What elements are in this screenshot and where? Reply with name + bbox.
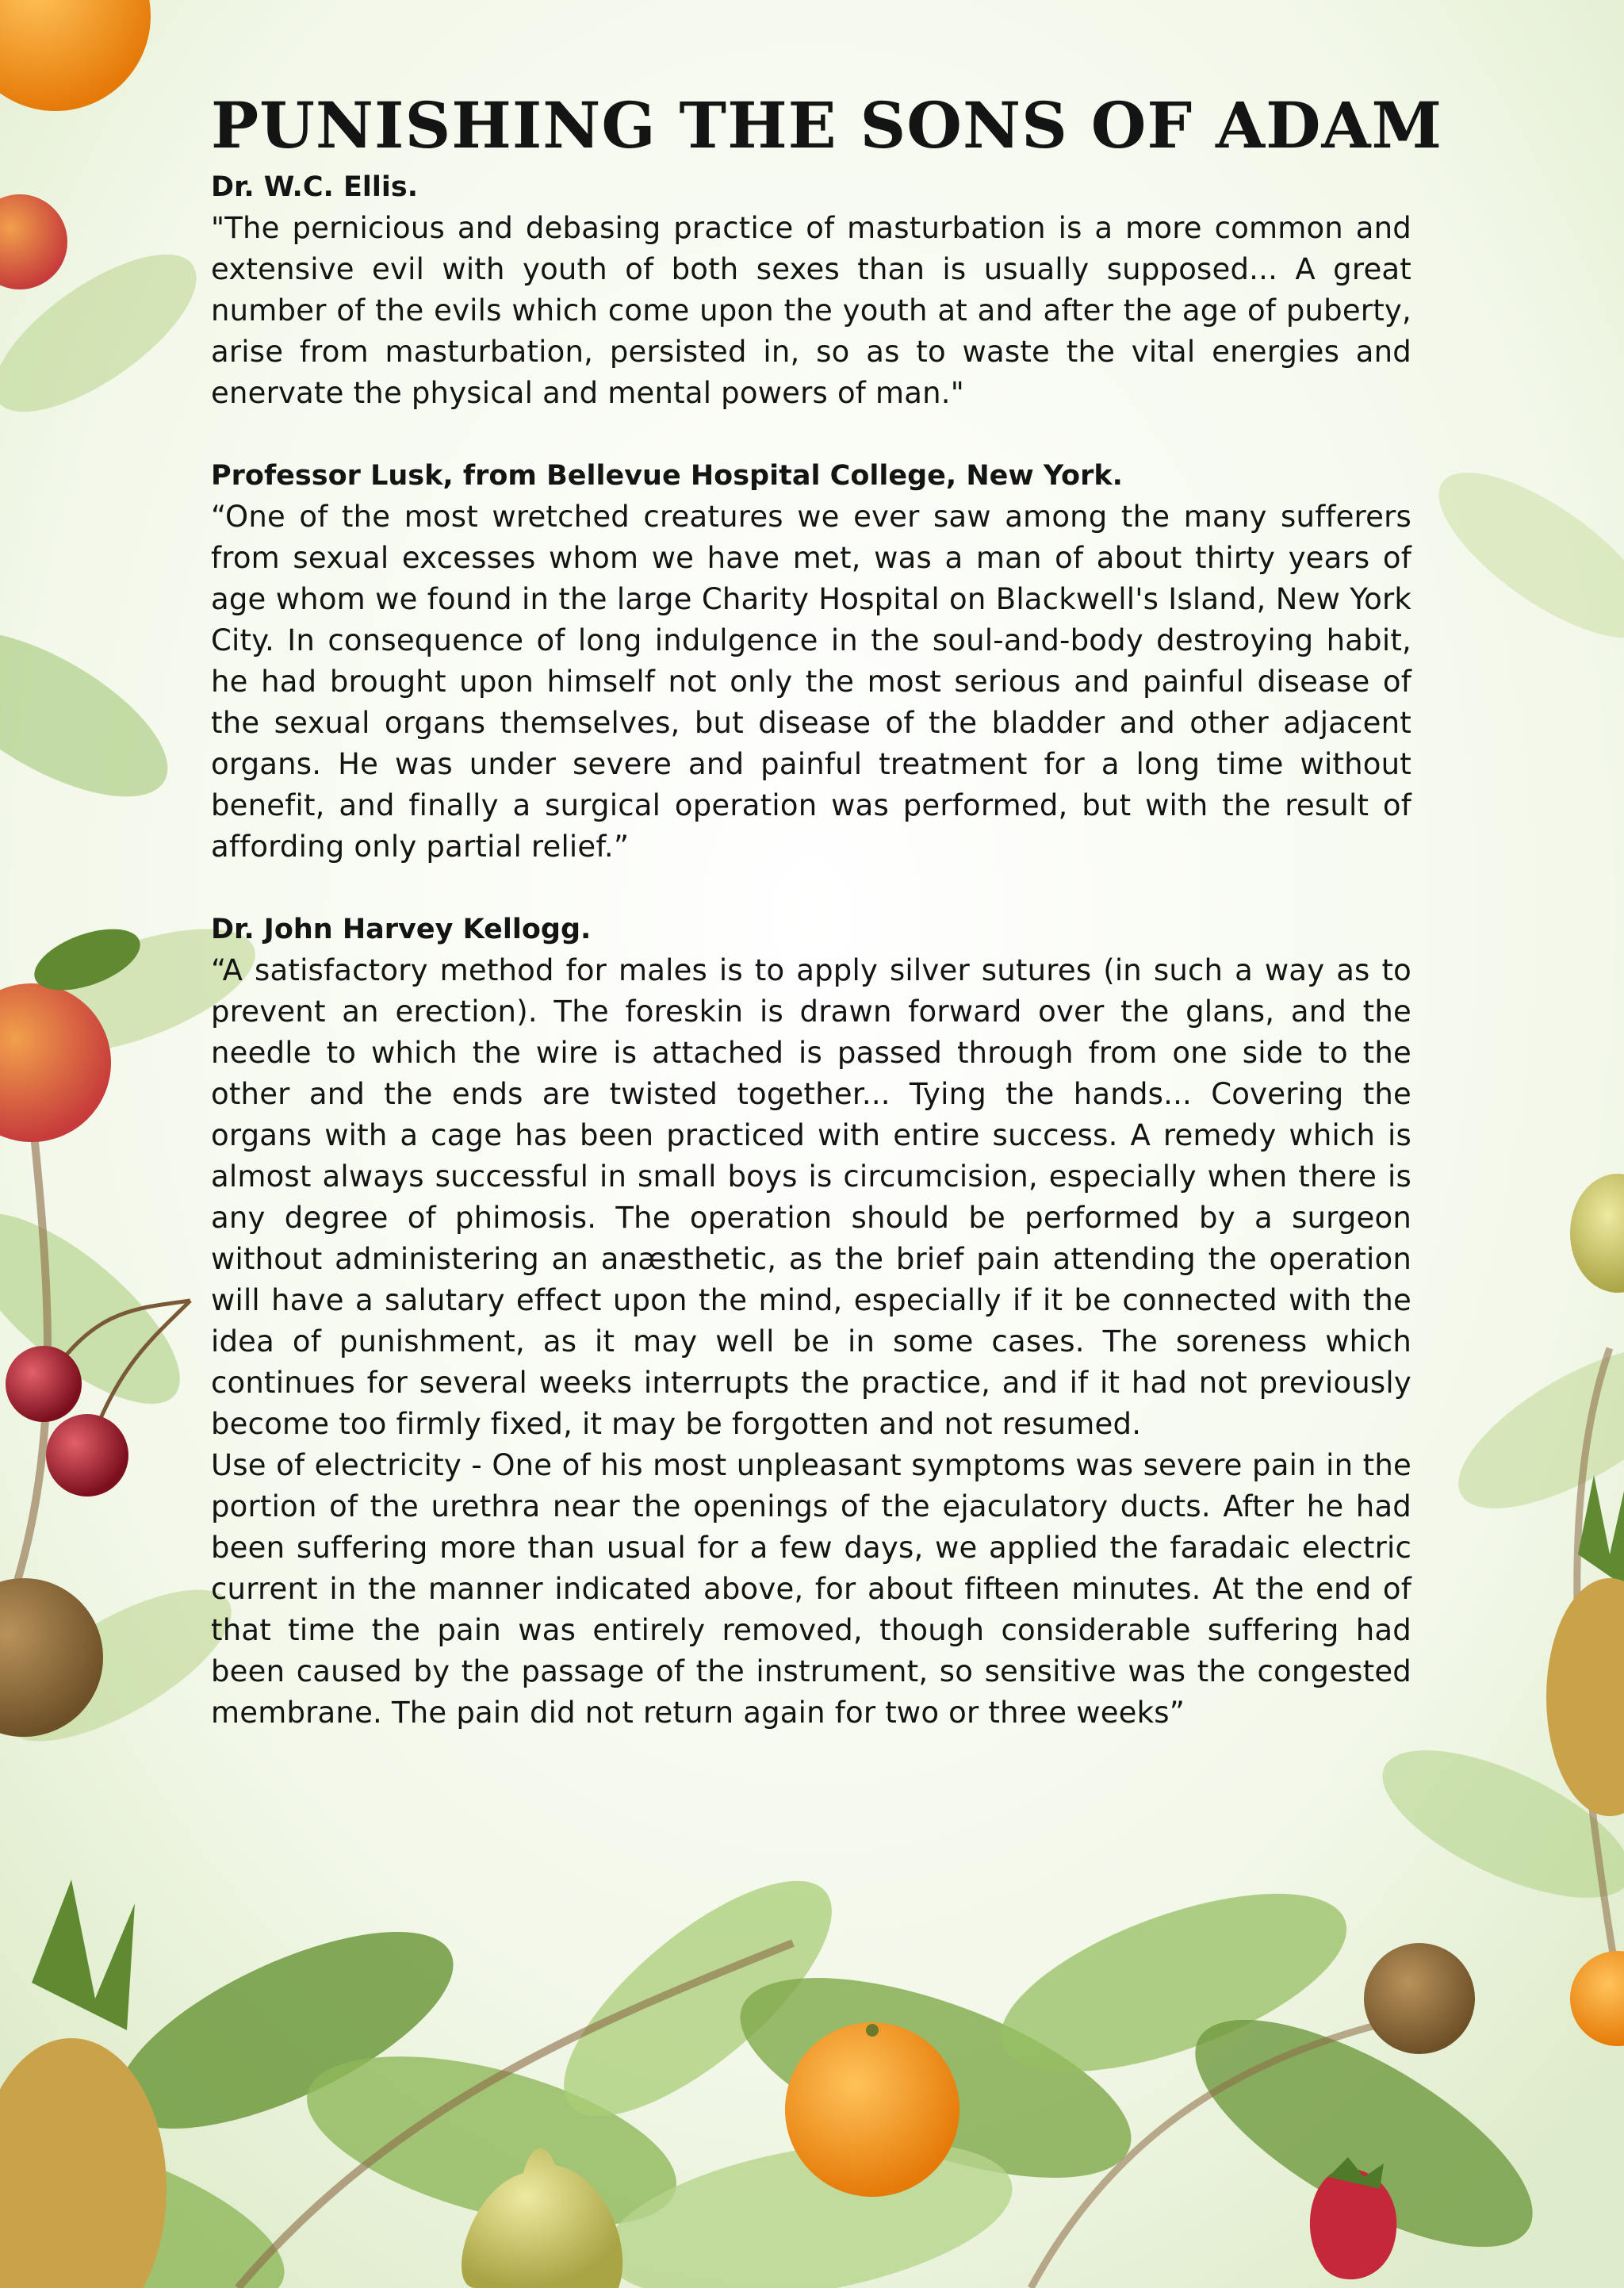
quote-paragraph: Use of electricity - One of his most unpleasant symptoms was severe pain in the portion of the urethra near the openings of the ejaculatory ducts. After he had been suffering more than usual for a few days, we applied the faradaic electric current in the manner indicated above, for about fifteen minutes. At the end of that time the pain was entirely removed, though considerable suffering had been caused by the passage of the instrument, so sensitive was the congested membrane. The pain did not return again for two or three weeks” — [211, 1448, 1411, 1730]
quote-paragraph: “One of the most wretched creatures we ever saw among the many sufferers from sexual excesses whom we have met, was a man of about thirty years of age whom we found in the large Charity Hospital on Blackwell's Island, New York City. In consequence of long indulgence in the soul-and-body destroying habit, he had brought upon himself not only the most serious and painful disease of the sexual organs themselves, but disease of the bladder and other adjacent organs. He was under severe and painful treatment for a long time without benefit, and finally a surgical operation was performed, but with the result of affording only partial relief.” — [211, 500, 1411, 864]
quote-section-ellis — [211, 167, 1411, 414]
author-name: Professor Lusk, from Bellevue Hospital College, New York. — [211, 460, 1123, 492]
author-name: Dr. John Harvey Kellogg. — [211, 914, 592, 945]
quote-section-kellogg — [211, 909, 1411, 1734]
cherry-icon — [46, 1414, 128, 1497]
quote-paragraph: "The pernicious and debasing practice of masturbation is a more common and extensive evil with youth of both sexes than is usually supposed... A great number of the evils which come upon the youth at and after the age of puberty, arise from masturbation, persisted in, so as to waste the vital energies and enervate the physical and mental powers of man." — [211, 211, 1411, 410]
cherry-icon — [6, 1346, 82, 1422]
article — [211, 87, 1443, 1775]
quote-section-lusk — [211, 455, 1411, 868]
quote-paragraph: “A satisfactory method for males is to apply silver sutures (in such a way as to prevent an erection). The foreskin is drawn forward over the glans, and the needle to which the wire is attached is passed through from one side to the other and the ends are twisted together... Tying the hands... Covering the organs with a cage has been practiced with entire success. A remedy which is almost always successful in small boys is circumcision, especially when there is any degree of phimosis. The operation should be performed by a surgeon without administering an anæsthetic, as the brief pain attending the operation will have a salutary effect upon the mind, especially if it be connected with the idea of punishment, as it may well be in some cases. The soreness which continues for several weeks interrupts the practice, and if it had not previously become too firmly fixed, it may be forgotten and not resumed. — [211, 953, 1411, 1441]
orange-icon — [785, 2022, 959, 2197]
page-title: PUNISHING THE SONS OF ADAM — [211, 88, 1443, 163]
author-name: Dr. W.C. Ellis. — [211, 171, 419, 203]
kiwi-icon — [1364, 1943, 1475, 2054]
